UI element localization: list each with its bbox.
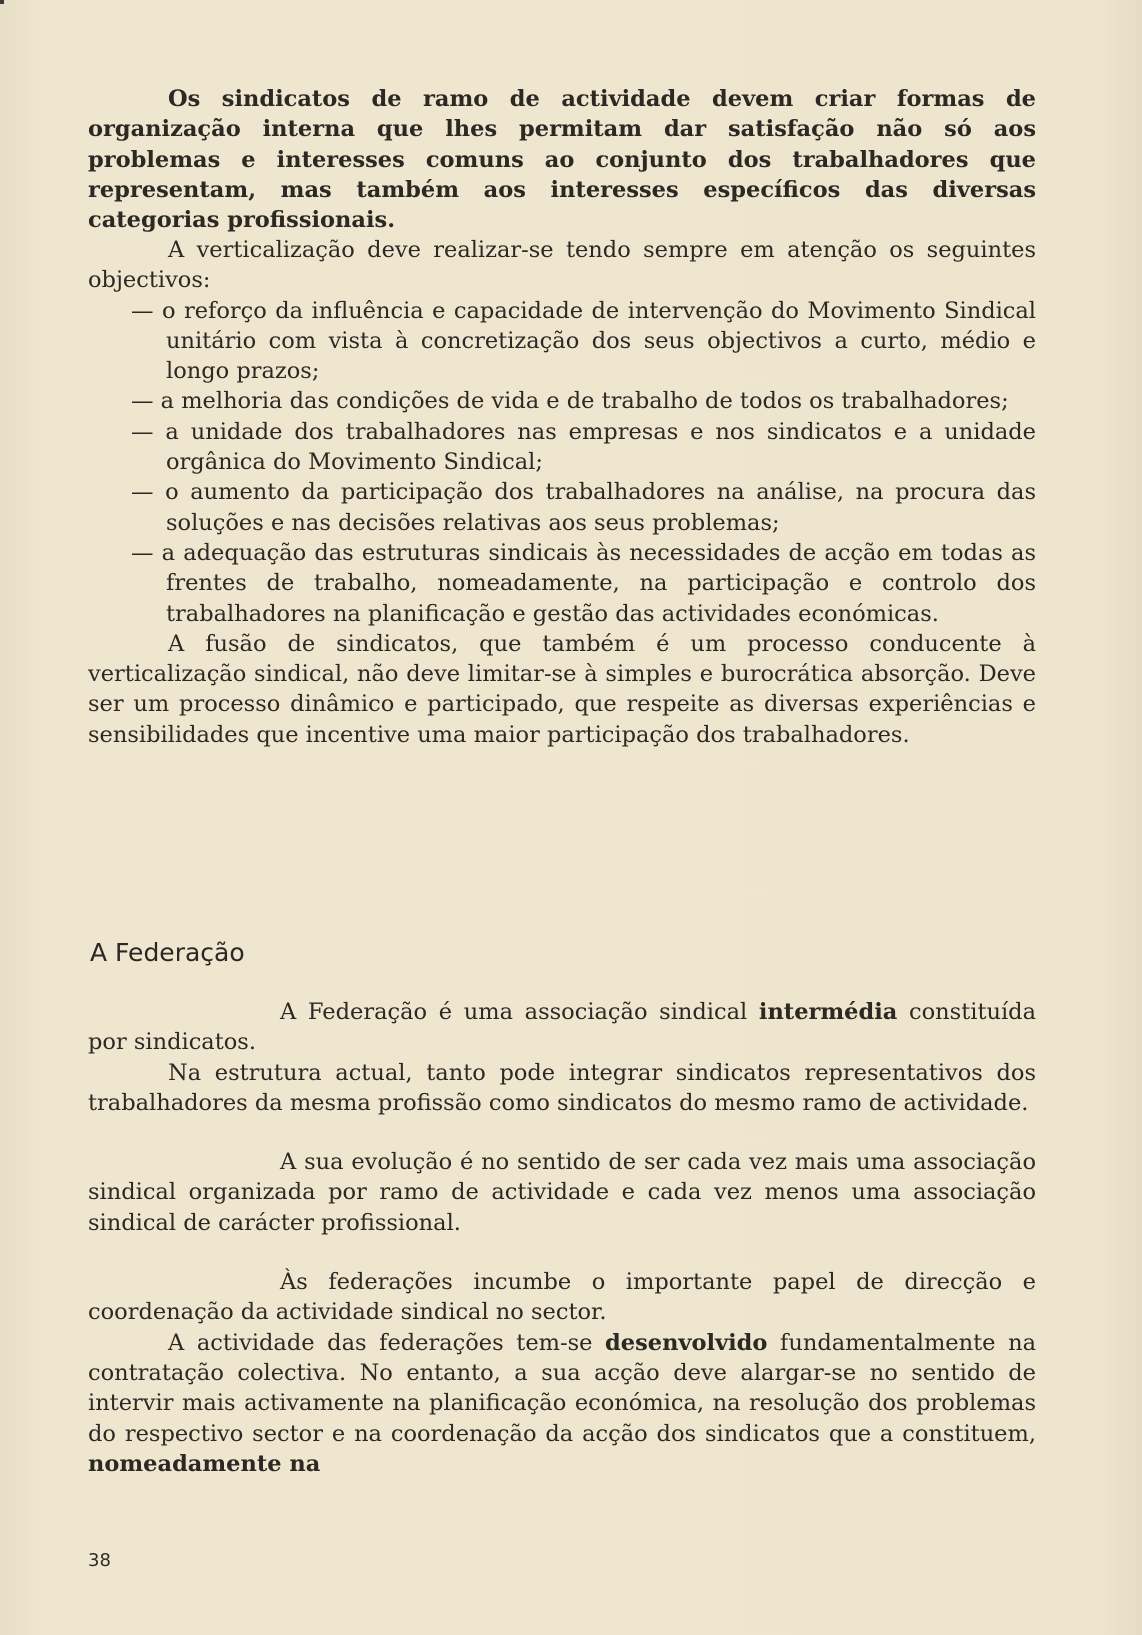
text-run: constituída por sindicatos. [88, 999, 1036, 1056]
paragraph-estrutura: Na estrutura actual, tanto pode integrar sindicatos representativos dos trabalhadores da mesma profissão como sindicatos do mesmo ramo de actividade. [88, 1059, 1036, 1116]
text-run: A actividade das federações tem-se [168, 1329, 606, 1356]
paragraph-evolucao: A sua evolução é no sentido de ser cada vez mais uma associação sindical organizada por ramo de actividade e cada vez menos uma associação sindical de carácter profissional. [88, 1149, 1036, 1236]
spacer [88, 1238, 1036, 1267]
page-number: 38 [88, 1550, 111, 1571]
objective-item: — o aumento da participação dos trabalhadores na análise, na procura das soluções e nas decisões relativas aos seus problemas; [131, 479, 1036, 536]
objective-item: — a unidade dos trabalhadores nas empresas e nos sindicatos e a unidade orgânica do Movimento Sindical; [131, 418, 1036, 476]
main-text [88, 235, 1036, 750]
emphasis-desenvolvido: desenvolvido [605, 1329, 768, 1356]
paragraph-federacao-definicao [88, 997, 1036, 1058]
paragraph-fusao: A fusão de sindicatos, que também é um processo conducente à verticalização sindical, não deve limitar-se à simples e burocrática absorção. Deve ser um processo dinâmico e participado, que respeite as diversas experiências e sensibilidades que incentive uma maior participação dos trabalhadores. [88, 630, 1036, 748]
paragraph-papel: Às federações incumbe o importante papel de direcção e coordenação da actividade sindical no sector. [88, 1269, 1036, 1326]
text-run: A Federação é uma associação sindical [280, 999, 759, 1025]
federacao-text [88, 997, 1036, 1479]
corner-mark [0, 0, 4, 4]
text-run: fundamentalmente na contratação colectiva. No entanto, a sua acção deve alargar-se no sentido de intervir mais activamente na planificação económica, na resolução dos problemas do respectivo sector e na coordenação da acção dos sindicatos que a constituem, [88, 1329, 1036, 1447]
objective-item: — a adequação das estruturas sindicais às necessidades de acção em todas as frentes de trabalho, nomeadamente, na participação e controlo dos trabalhadores na planificação e gestão das actividades económicas. [131, 539, 1036, 627]
spacer [88, 1118, 1036, 1147]
objective-item: — o reforço da influência e capacidade de intervenção do Movimento Sindical unitário com vista à concretização dos seus objectivos a curto, médio e longo prazos; [131, 297, 1036, 385]
emphasis-intermedia: intermédia [758, 999, 898, 1025]
section-heading: A Federação [90, 938, 245, 967]
intro-paragraph: Os sindicatos de ramo de actividade devem criar formas de organização interna que lhes permitam dar satisfação não só aos problemas e interesses comuns ao conjunto dos trabalhadores que representam, mas também aos interesses específicos das diversas categorias profissionais. [88, 86, 1036, 234]
emphasis-nomeadamente: nomeadamente na [88, 1450, 321, 1477]
paragraph-actividade [88, 1328, 1036, 1479]
objective-item: — a melhoria das condições de vida e de trabalho de todos os trabalhadores; [131, 388, 1009, 415]
paragraph-verticalizacao: A verticalização deve realizar-se tendo sempre em atenção os seguintes objectivos: [88, 237, 1036, 294]
bold-intro-paragraph [88, 84, 1036, 235]
